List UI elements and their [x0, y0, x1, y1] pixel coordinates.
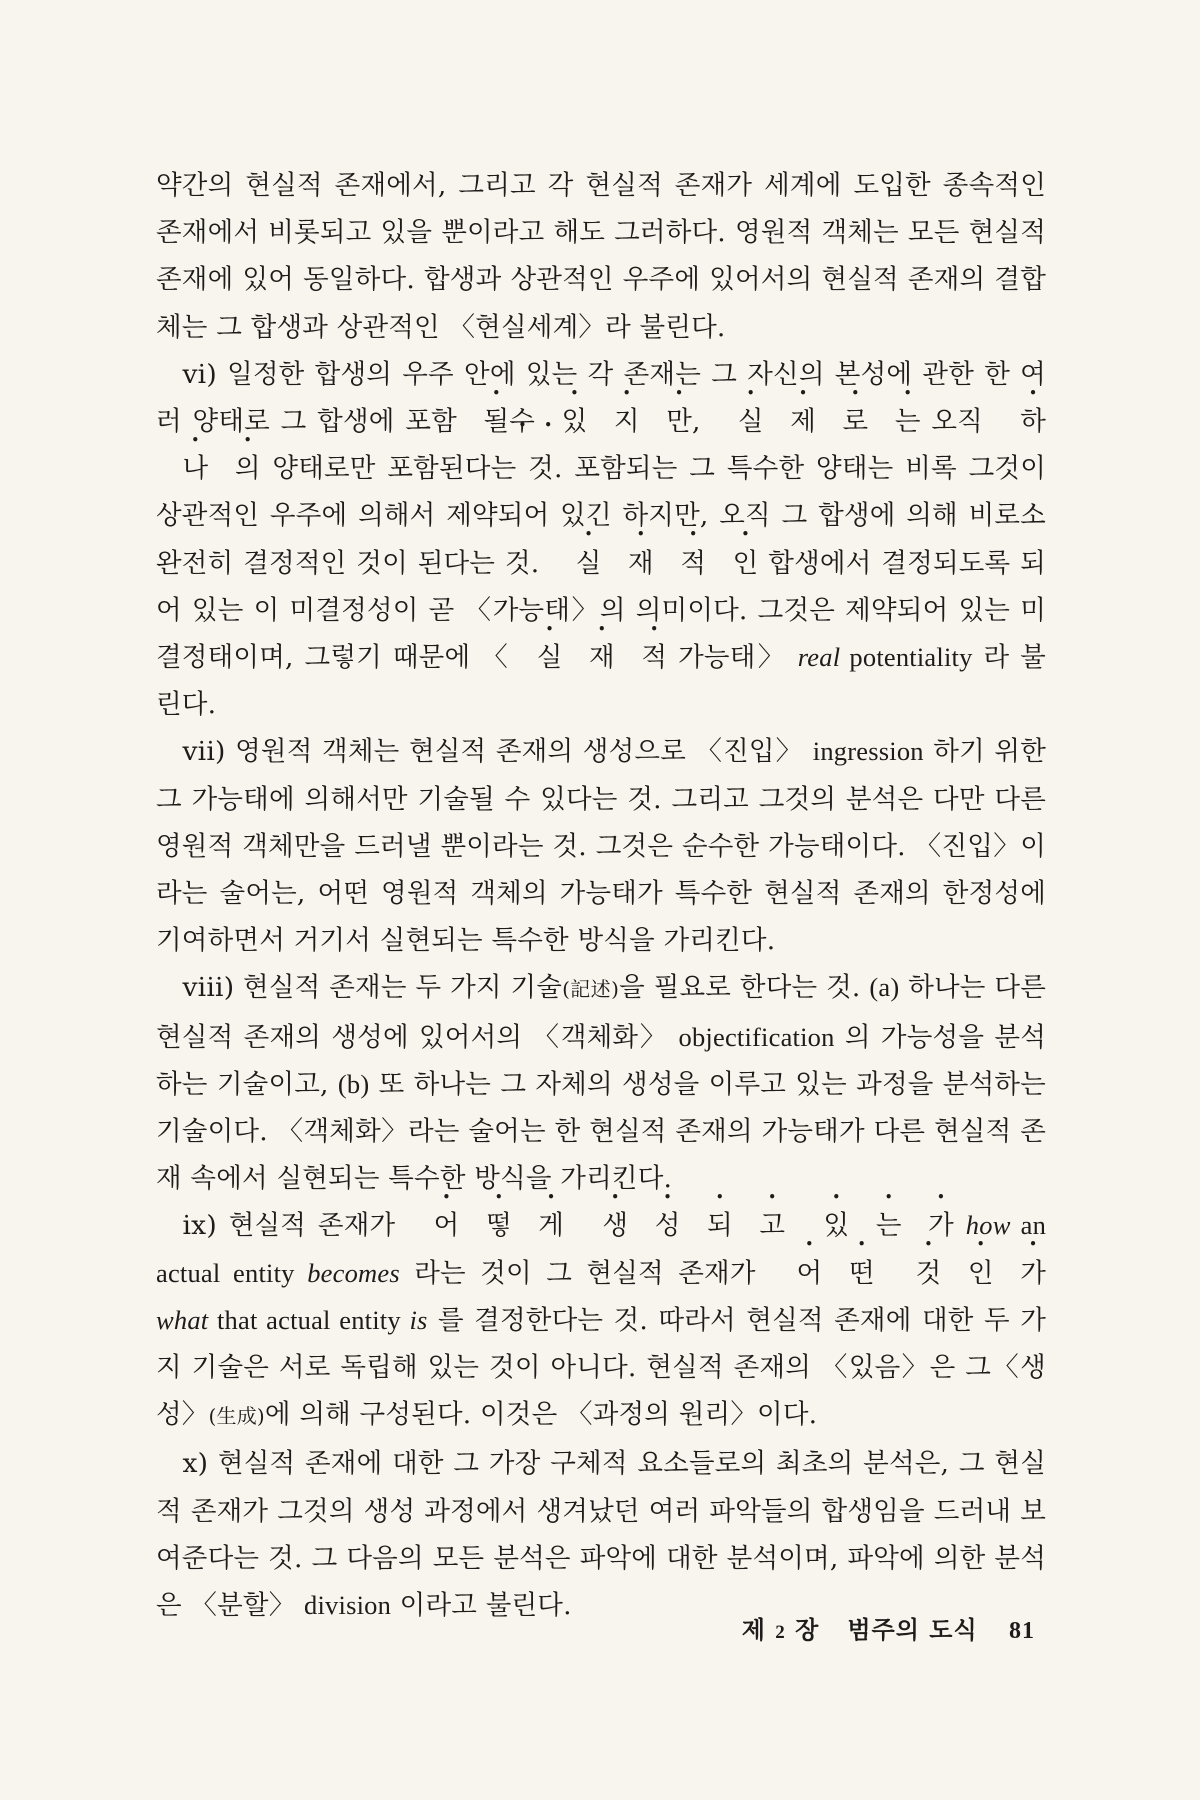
latin-text: (記述) [562, 977, 620, 1002]
text-run [954, 1210, 966, 1241]
latin-text: (a) [869, 972, 900, 1003]
text-run: 또 하나는 그 자체의 생성을 이루고 있는 과정을 분석하는 기술이다. 〈객체화〉라는 술어는 한 현실적 존재의 가능태가 다른 현실적 존재 속에서 실현되는 특수한 방식을 가리킨다. [156, 1068, 1046, 1195]
emphasized-text: 포함 될수 있 지 만 [405, 406, 693, 438]
emphasized-text: 하나 의 [182, 406, 1046, 485]
latin-text: an actual entity [156, 1210, 1047, 1288]
latin-text: what [156, 1304, 209, 1335]
text-run: 가능태〉 [667, 642, 798, 674]
emphasized-text: 어 떻 게 생 성 되 고 있 는 가 [433, 1210, 954, 1242]
paragraph-p0 [156, 162, 1046, 351]
body-text [156, 162, 1046, 1629]
latin-text: division [304, 1590, 392, 1621]
latin-text: real [797, 642, 841, 673]
text-run: x) 현실적 존재에 대한 그 가장 구체적 요소들로의 최초의 분석은, 그 현실적 존재가 그것의 생성 과정에서 생겨났던 여러 파악들의 합생임을 드러내 보여준다는 것. 그 다음의 모든 분석은 파악에 대한 분석이며, 파악에 의한 분석은 〈분할〉 [156, 1448, 1046, 1622]
text-run: 하기 위한 그 가능태에 의해서만 기술될 수 있다는 것. 그리고 그것의 분석은 다만 다른 영원적 객체만을 드러낼 뿐이라는 것. 그것은 순수한 가능태이다. 〈진입〉이라는 술어는, 어떤 영원적 객체의 가능태가 특수한 현실적 존재의 한정성에 기여하면서 거기서 실현되는 특수한 방식을 가리킨다. [156, 736, 1046, 957]
paragraph-p7 [156, 728, 1046, 964]
text-run: vi) 일정한 합생의 우주 안에 있는 각 존재는 그 자신의 본성에 관한 한 여러 양태로 그 합생에 [156, 358, 1046, 438]
paragraph-p6 [156, 351, 1046, 729]
latin-text: that actual entity [208, 1304, 410, 1335]
emphasized-text: 어 떤 것 인 가 [796, 1257, 1047, 1289]
text-run: 라는 것이 그 현실적 존재가 [399, 1257, 771, 1289]
chapter-suffix: 장 [795, 1615, 820, 1644]
latin-text: how [965, 1210, 1011, 1241]
text-run: 이라고 불린다. [391, 1590, 572, 1622]
text-run: , [692, 406, 712, 438]
latin-text: (b) [337, 1068, 370, 1099]
text-run: 오직 [920, 406, 994, 438]
chapter-prefix: 제 [741, 1615, 766, 1644]
text-run: 의 가능성을 분석하는 기술이고, [156, 1021, 1046, 1100]
text-run: 를 결정한다는 것. 따라서 현실적 존재에 대한 두 가지 기술은 서로 독립해 있는 것이 아니다. 현실적 존재의 〈있음〉은 그〈생성〉 [156, 1304, 1047, 1431]
text-run: viii) 현실적 존재는 두 가지 기술 [182, 972, 563, 1004]
text-run: 양태로만 포함된다는 것. 포함되는 그 특수한 양태는 비록 그것이 상관적인 우주에 의해서 제약되어 있긴 하지만, 오직 그 합생에 의해 비로소 완전히 결정적인 것이 된다는 것. [156, 453, 1046, 579]
text-run: 을 필요로 한다는 것. [619, 972, 870, 1004]
latin-text: potentiality [840, 642, 973, 673]
latin-text: becomes [307, 1257, 400, 1288]
paragraph-p9 [156, 1202, 1046, 1440]
chapter-number: 2 [775, 1622, 786, 1643]
text-run: vii) 영원적 객체는 현실적 존재의 생성으로 〈진입〉 [182, 736, 813, 768]
emphasized-text: 실 재 적 인 [575, 547, 759, 579]
text-run: 합생에서 결정되도록 되어 있는 이 미결정성이 곧 〈가능태〉의 의미이다. 그것은 제약되어 있는 미결정태이며, 그렇기 때문에 〈 [156, 547, 1046, 674]
latin-text: ingression [812, 736, 924, 767]
running-footer [742, 1610, 1035, 1645]
text-run: 약간의 현실적 존재에서, 그리고 각 현실적 존재가 세계에 도입한 종속적인 존재에서 비롯되고 있을 뿐이라고 해도 그러하다. 영원적 객체는 모든 현실적 존재에 있어 동일하다. 합생과 상관적인 우주에 있어서의 현실적 존재의 결합체는 그 합생과 상관적인 〈현실세계〉라 불린다. [156, 170, 1046, 343]
paragraph-p10 [156, 1440, 1046, 1629]
page-number: 81 [1009, 1618, 1035, 1644]
text-run: 라 불린다. [156, 642, 1046, 721]
latin-text: (生成) [208, 1404, 265, 1429]
text-run: ix) 현실적 존재가 [182, 1210, 408, 1242]
latin-text: objectification [678, 1021, 835, 1052]
text-run: 하나는 다른 현실적 존재의 생성에 있어서의 〈객체화〉 [156, 972, 1046, 1053]
text-run: 에 의해 구성된다. 이것은 〈과정의 원리〉이다. [264, 1399, 818, 1431]
emphasized-text: 실 재 적 [536, 642, 668, 674]
paragraph-p8 [156, 964, 1046, 1202]
chapter-title: 범주의 도식 [847, 1615, 978, 1644]
latin-text: is [409, 1304, 428, 1335]
emphasized-text: 실 제 로 는 [737, 406, 921, 438]
